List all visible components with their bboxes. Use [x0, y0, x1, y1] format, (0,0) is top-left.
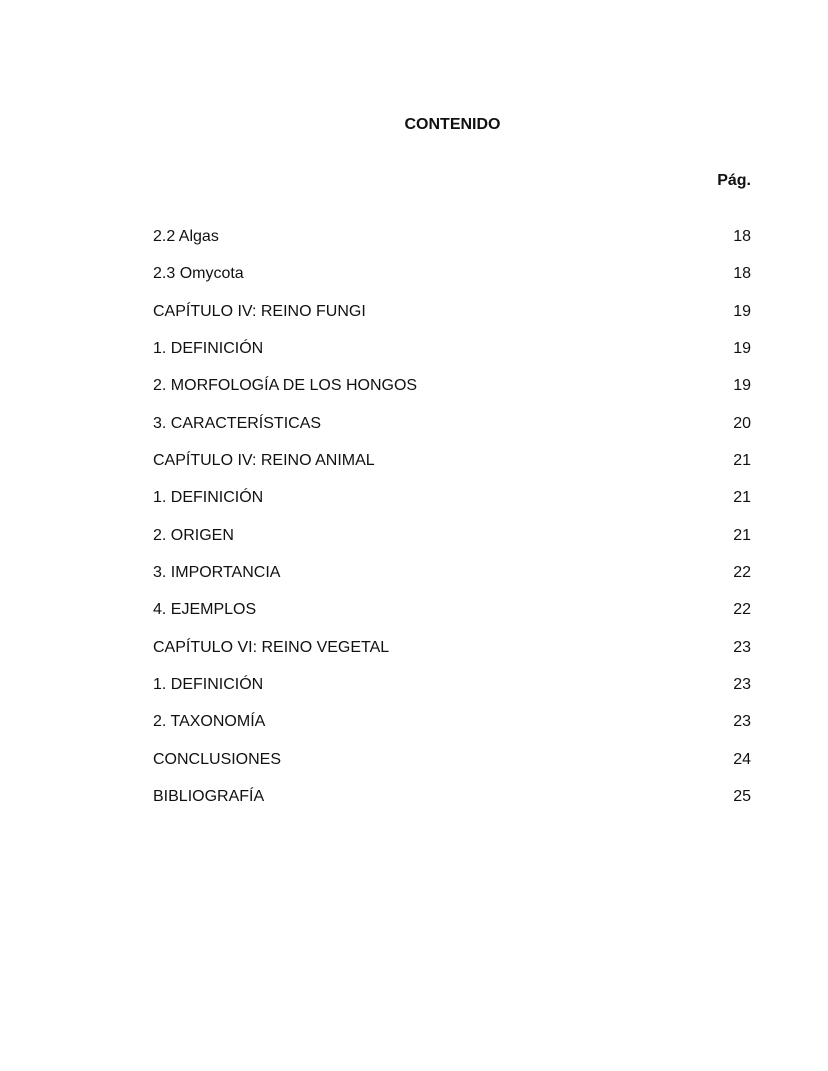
toc-entry-page: 21 — [733, 489, 751, 507]
toc-entry-page: 22 — [733, 601, 751, 619]
toc-entry — [153, 750, 751, 787]
page-title: CONTENIDO — [404, 116, 501, 133]
page-column-header: Pág. — [717, 172, 751, 189]
toc-entry-page: 19 — [733, 302, 751, 320]
toc-entry — [153, 376, 751, 413]
toc-entry-page: 21 — [733, 452, 751, 470]
toc-entry-page: 23 — [733, 676, 751, 694]
toc-entry-page: 22 — [733, 564, 751, 582]
toc-entry-label: 1. DEFINICIÓN — [153, 676, 264, 694]
toc-entry-page: 18 — [733, 228, 751, 245]
toc-entry — [153, 638, 751, 675]
toc-entry-page: 20 — [733, 414, 751, 432]
toc-entry-label: 2. MORFOLOGÍA DE LOS HONGOS — [153, 377, 418, 395]
toc-entry-label: 2.3 Omycota — [153, 265, 244, 283]
toc-entry-label: BIBLIOGRAFÍA — [153, 788, 265, 806]
toc-entry — [153, 264, 751, 301]
toc-entry-label: 1. DEFINICIÓN — [153, 489, 264, 507]
toc-entry — [153, 787, 751, 824]
toc-entry — [153, 563, 751, 600]
toc-entry-label: CAPÍTULO IV: REINO FUNGI — [153, 302, 366, 320]
toc-entry-label: CAPÍTULO VI: REINO VEGETAL — [153, 638, 390, 656]
toc-entry — [153, 302, 751, 339]
toc-entry — [153, 339, 751, 376]
toc-entry — [153, 526, 751, 563]
toc-entry-label: 2. ORIGEN — [153, 526, 234, 544]
toc-entry — [153, 600, 751, 637]
toc-entry-page: 25 — [733, 788, 751, 806]
toc-entry-label: 2.2 Algas — [153, 228, 219, 245]
toc-entry-page: 21 — [733, 526, 751, 544]
toc-entry — [153, 227, 751, 264]
toc-entry-page: 23 — [733, 713, 751, 731]
toc-entry-label: 4. EJEMPLOS — [153, 601, 257, 619]
toc-entry-page: 18 — [733, 265, 751, 283]
toc-entry-label: 3. CARACTERÍSTICAS — [153, 414, 322, 432]
toc-entry-label: 1. DEFINICIÓN — [153, 340, 264, 358]
toc-entry — [153, 675, 751, 712]
toc-entry-page: 19 — [733, 340, 751, 358]
toc-entry-label: 3. IMPORTANCIA — [153, 564, 281, 582]
toc-entry-label: CAPÍTULO IV: REINO ANIMAL — [153, 452, 375, 470]
toc-entry — [153, 414, 751, 451]
toc-entry-page: 24 — [733, 750, 751, 768]
toc-entry — [153, 488, 751, 525]
toc-entry-page: 23 — [733, 638, 751, 656]
toc-entry — [153, 712, 751, 749]
toc-entry-label: CONCLUSIONES — [153, 750, 282, 768]
toc-entry-label: 2. TAXONOMÍA — [153, 713, 266, 731]
toc-entry-page: 19 — [733, 377, 751, 395]
toc-entry — [153, 451, 751, 488]
table-of-contents — [153, 227, 751, 825]
